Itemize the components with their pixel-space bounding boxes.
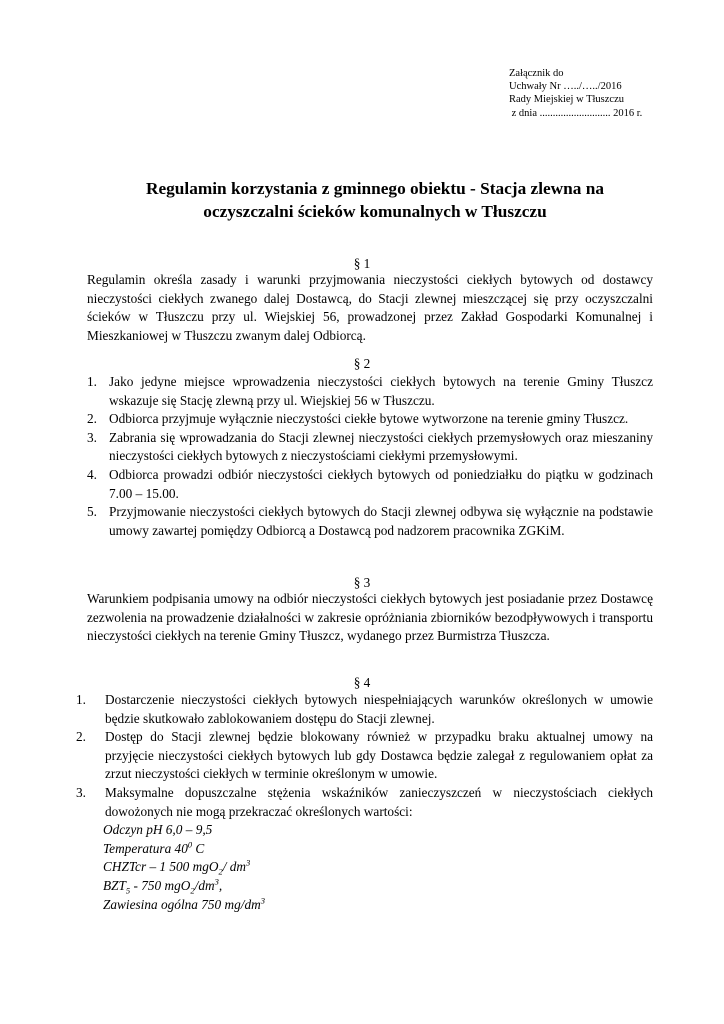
- limit-bzt5: $BZT_5 - 750$ $mgO_2/dm^3$,: [103, 876, 223, 896]
- list-item-number: 2.: [76, 729, 86, 745]
- title-line-1: Regulamin korzystania z gminnego obiektu - Stacja zlewna na: [146, 179, 604, 198]
- list-item-number: 5.: [87, 504, 97, 520]
- section-2-list: [87, 373, 653, 540]
- annex-line-3: Rady Miejskiej w Tłuszczu: [509, 94, 624, 106]
- list-item-text: Jako jedyne miejsce wprowadzenia nieczystości ciekłych bytowych na terenie Gminy Tłuszcz wskazuje się Stację zlewną przy ul. Wiejskiej 56 w Tłuszczu.: [109, 374, 653, 408]
- list-item-number: 3.: [87, 429, 97, 445]
- section-2-heading: § 2: [353, 356, 371, 371]
- list-item: [76, 691, 653, 728]
- list-item: [87, 466, 653, 503]
- list-item-text: Dostęp do Stacji zlewnej będzie blokowany również w przypadku braku aktualnej umowy na przyjęcie nieczystości ciekłych bytowych lub gdy Dostawca będzie zalegał z regulowaniem opłat za zrzut nieczystości ciekłych w terminie określonym w umowie.: [105, 729, 653, 782]
- section-4-heading: § 4: [353, 675, 371, 690]
- limit-ph: Odczyn pH 6,0 – 9,5: [103, 822, 213, 838]
- list-item-text: Odbiorca prowadzi odbiór nieczystości ciekłych bytowych od poniedziałku do piątku w godzinach 7.00 – 15.00.: [109, 466, 653, 501]
- annex-header: [509, 67, 642, 120]
- list-item: [87, 429, 653, 466]
- pollutant-limits: [76, 821, 653, 914]
- list-item-number: 2.: [87, 411, 97, 427]
- title-line-2: oczyszczalni ścieków komunalnych w Tłuszczu: [203, 202, 547, 221]
- limit-suspended-solids: Zawiesina ogólna 750 $mg/dm^3$: [103, 895, 265, 912]
- annex-line-1: Załącznik do: [509, 68, 564, 79]
- list-item-text: Przyjmowanie nieczystości ciekłych bytowych do Stacji zlewnej odbywa się wyłącznie na podstawie umowy zawartej pomiędzy Odbiorcą a Dostawcą pod nadzorem pracownika ZGKiM.: [109, 504, 653, 538]
- section-3-text: Warunkiem podpisania umowy na odbiór nieczystości ciekłych bytowych jest posiadanie przez Dostawcę zezwolenia na prowadzenie działalności w zakresie opróżniania zbiorników bezodpływowych i transportu nieczystości ciekłych na terenie Gminy Tłuszcz, wydanego przez Burmistrza Tłuszcza.: [87, 591, 653, 644]
- limit-chzt: CHZTcr – 1 500 mgO$_2$/ $dm^3$: [103, 857, 251, 877]
- list-item: [87, 503, 653, 540]
- limit-temperature: Temperatura $40^0$ C: [103, 839, 205, 856]
- list-item: [76, 728, 653, 784]
- section-1-text: Regulamin określa zasady i warunki przyjmowania nieczystości ciekłych bytowych od dostawcy nieczystości ciekłych zwanego dalej Dostawcą, do Stacji zlewnej mieszczącej się przy oczyszczalni ścieków w Tłuszczu przy ul. Wiejskiej 56, prowadzonej przez Zakład Gospodarki Komunalnej i Mieszkaniowej w Tłuszczu zwanym dalej Odbiorcą.: [87, 272, 653, 343]
- list-item-text: Maksymalne dopuszczalne stężenia wskaźników zanieczyszczeń w nieczystościach ciekłych dowożonych nie mogą przekraczać określonych wartości:: [105, 784, 653, 819]
- list-item-text: Zabrania się wprowadzania do Stacji zlewnej nieczystości ciekłych przemysłowych oraz mieszaniny nieczystości ciekłych bytowych z nieczystościami ciekłymi przemysłowymi.: [109, 429, 653, 464]
- list-item-number: 1.: [87, 374, 97, 389]
- list-item-text: Odbiorca przyjmuje wyłącznie nieczystości ciekłe bytowe wytworzone na terenie gminy Tłuszcz.: [109, 411, 629, 427]
- list-item-text: Dostarczenie nieczystości ciekłych bytowych niespełniających warunków określonych w umowie będzie skutkowało zablokowaniem dostępu do Stacji zlewnej.: [105, 692, 653, 726]
- list-item-number: 4.: [87, 466, 97, 482]
- list-item: [87, 410, 653, 429]
- section-1-heading: § 1: [353, 256, 371, 271]
- list-item-number: 1.: [76, 692, 86, 707]
- list-item: [76, 784, 653, 821]
- annex-line-2: Uchwały Nr …../…../2016: [509, 81, 622, 93]
- section-4-list: [76, 691, 653, 914]
- annex-line-4: z dnia ........................... 2016 r.: [509, 107, 643, 119]
- list-item-number: 3.: [76, 784, 86, 800]
- list-item: [87, 373, 653, 410]
- document-title: [60, 177, 690, 223]
- section-3-heading: § 3: [353, 575, 371, 590]
